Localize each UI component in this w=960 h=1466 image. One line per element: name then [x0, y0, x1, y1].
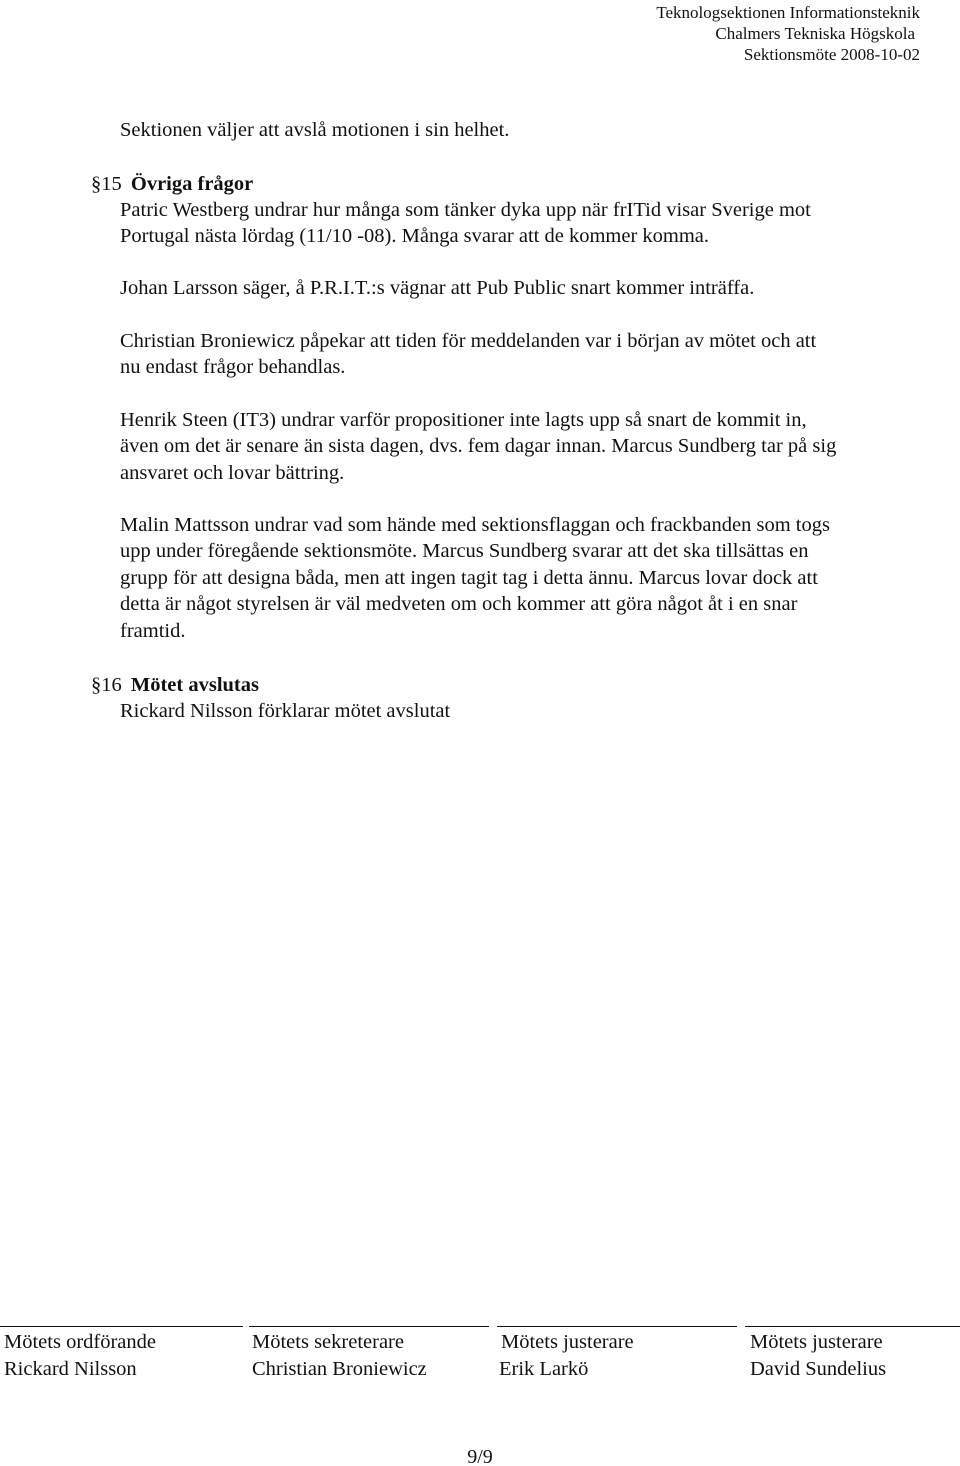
paragraph-closing: Rickard Nilsson förklarar mötet avslutat — [120, 700, 451, 722]
signature-role: Mötets justerare — [750, 1331, 883, 1353]
paragraph-broniewicz — [120, 328, 816, 381]
section-title: Mötet avslutas — [130, 674, 259, 696]
paragraph-westberg — [120, 197, 811, 250]
text-line: upp under föregående sektionsmöte. Marcus Sundberg svarar att det ska tillsättas en — [120, 540, 809, 563]
signature-line — [249, 1326, 489, 1327]
text-line: ansvaret och lovar bättring. — [120, 461, 345, 484]
signature-line — [745, 1326, 960, 1327]
signature-name: Erik Larkö — [499, 1358, 589, 1380]
text-line: Portugal nästa lördag (11/10 -08). Många svarar att de kommer komma. — [120, 225, 710, 248]
signature-name: Christian Broniewicz — [252, 1358, 427, 1380]
signature-line — [0, 1326, 243, 1327]
text-line: framtid. — [120, 619, 186, 642]
signature-secretary — [252, 1329, 427, 1383]
text-line: även om det är senare än sista dagen, dvs. fem dagar innan. Marcus Sundberg tar på sig — [120, 435, 837, 458]
text-line: Christian Broniewicz påpekar att tiden för meddelanden var i början av mötet och att — [120, 330, 817, 352]
section-title: Övriga frågor — [130, 173, 254, 195]
signature-chair — [4, 1329, 156, 1383]
text-line: Malin Mattsson undrar vad som hände med sektionsflaggan och frackbanden som togs — [120, 514, 830, 536]
text-line: detta är något styrelsen är väl medveten om och kommer att göra något åt i en snar — [120, 593, 798, 616]
signature-role: Mötets sekreterare — [252, 1331, 404, 1353]
signature-name: Rickard Nilsson — [4, 1358, 137, 1380]
signature-role: Mötets ordförande — [4, 1331, 156, 1353]
header-university: Chalmers Tekniska Högskola — [715, 24, 915, 43]
text-line: Johan Larsson säger, å P.R.I.T.:s vägnar att Pub Public snart kommer inträffa. — [120, 277, 755, 299]
signature-adjuster-1 — [499, 1329, 634, 1383]
signature-name: David Sundelius — [750, 1358, 887, 1380]
text-line: Henrik Steen (IT3) undrar varför propositioner inte lagts upp så snart de kommit in, — [120, 409, 807, 431]
section-number: §15 — [91, 173, 122, 195]
page-number: 9/9 — [467, 1446, 493, 1466]
section-15-heading — [91, 171, 253, 197]
header-organization: Teknologsektionen Informationsteknik — [656, 3, 920, 22]
text-line: nu endast frågor behandlas. — [120, 356, 346, 379]
section-16-heading — [91, 672, 259, 698]
signature-line — [497, 1326, 737, 1327]
section-number: §16 — [91, 674, 122, 696]
signature-role: Mötets justerare — [501, 1331, 634, 1353]
paragraph-larsson — [120, 275, 754, 301]
header-meeting-date: Sektionsmöte 2008-10-02 — [743, 45, 920, 64]
signature-adjuster-2 — [750, 1329, 886, 1383]
text-line: Patric Westberg undrar hur många som tänker dyka upp när frITid visar Sverige mot — [120, 199, 811, 221]
text-line: grupp för att designa båda, men att ingen tagit tag i detta ännu. Marcus lovar dock att — [120, 566, 818, 589]
paragraph-steen — [120, 407, 836, 486]
paragraph-mattsson — [120, 512, 830, 644]
intro-paragraph: Sektionen väljer att avslå motionen i sin helhet. — [120, 119, 510, 141]
